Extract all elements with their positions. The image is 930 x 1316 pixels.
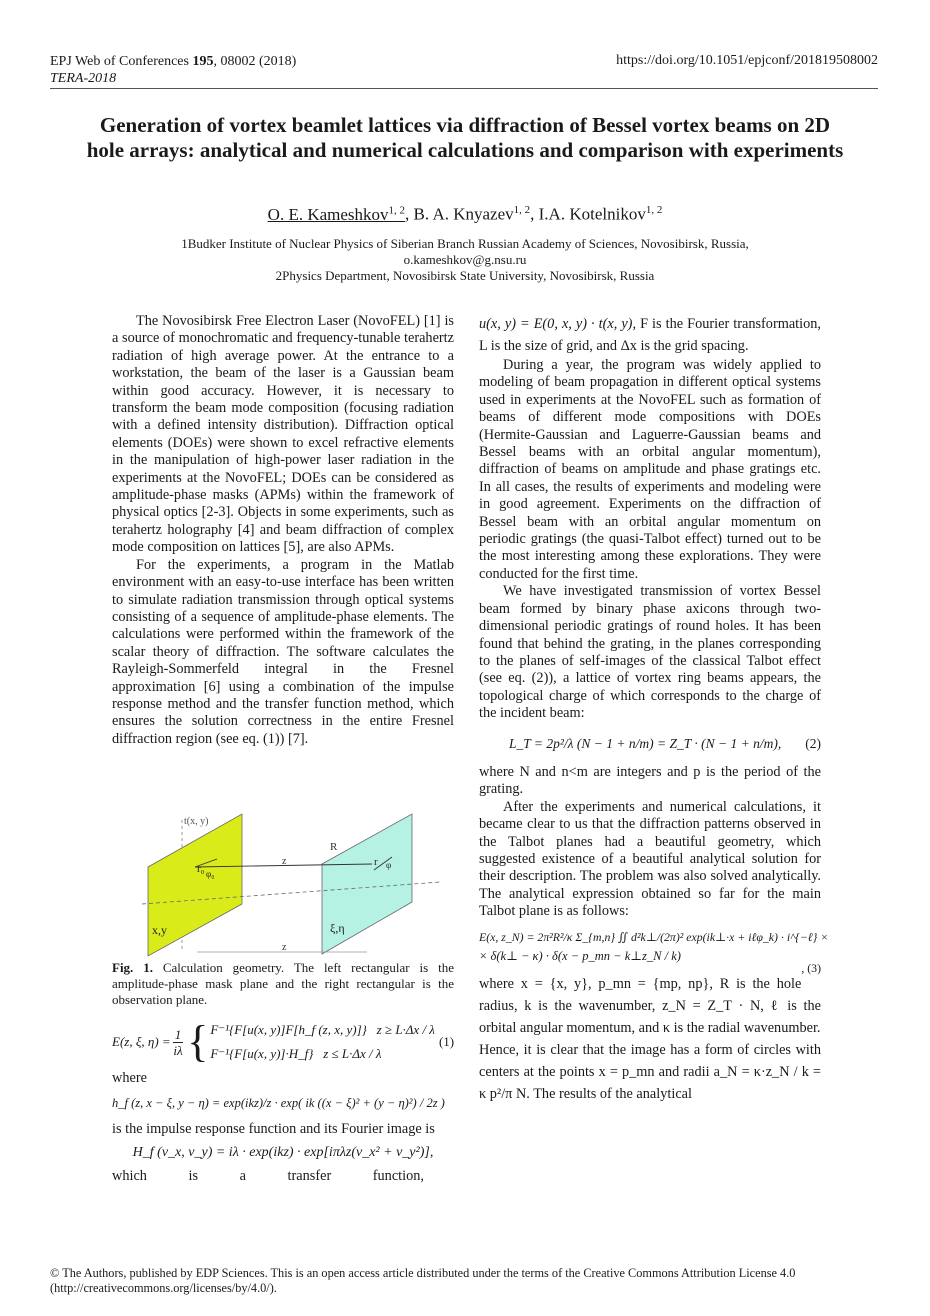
paragraph: After the experiments and numerical calculations, it became clear to us that the diffraction patterns observed in the Talbot planes had a beautiful geometry, which suggested existence of a beautiful analytical solution for their description. The problem was also solved analytically. The analytical expression obtained so far for the main Talbot plane is as follows:	[479, 798, 821, 920]
label-phi0: φ₀	[206, 869, 215, 879]
author-2: , B. A. Knyazev	[405, 204, 514, 224]
paragraph: For the experiments, a program in the Matlab environment with an easy-to-use interface has been written to simulate radiation transmission through optical systems consisting of a sequence of amplitude-phase elements. The calculations were performed within the framework of the scalar theory of diffraction. The software calculates the Rayleigh-Sommerfeld integral in the Fresnel approximation [6] using a combination of the impulse response method and the transfer function method, which ensures the solution correctness in the entire Fresnel diffraction region (see eq. (1)) [7].	[112, 556, 454, 747]
text-where: where	[112, 1070, 147, 1086]
paper-title: Generation of vortex beamlet lattices via diffraction of Bessel vortex beams on 2D hole arrays: analytical and numerical calculations and comparison with experiments	[86, 113, 844, 162]
label-R: R	[330, 841, 338, 853]
license-link[interactable]: (http://creativecommons.org/licenses/by/4.0/).	[50, 1281, 277, 1295]
label-z-top: z	[282, 856, 287, 867]
journal-ref: EPJ Web of Conferences 195, 08002 (2018)	[50, 54, 297, 69]
affiliation-1: 1Budker Institute of Nuclear Physics of Siberian Branch Russian Academy of Sciences, Novosibirsk, Russia,	[181, 236, 749, 251]
paragraph: Hence, it is clear that the image has a form of circles with centers at the points x = p_mn and radii a_N = κ·z_N / k = κ p²/π N. The results of the analytical	[479, 1042, 821, 1103]
figure-caption: Fig. 1. Calculation geometry. The left rectangular is the amplitude-phase mask plane and the right rectangular is the observation plane.	[112, 960, 454, 1007]
left-column-equations	[112, 1018, 454, 1185]
left-column	[112, 313, 454, 748]
license-footer: © The Authors, published by EDP Sciences. This is an open access article distributed under the terms of the Creative Commons Attribution License 4.0 (http://creativecommons.org/licenses/by/4.0/).	[50, 1266, 880, 1296]
affiliations	[100, 236, 830, 284]
label-r0: r₀	[197, 863, 205, 875]
paragraph: where x = {x, y}, p_mn = {mp, np}, R is the hole radius, k is the wavenumber, z_N = Z_T · N, ℓ is the orbital angular momentum, and κ is the radial wavenumber.	[479, 976, 821, 1037]
label-xy: x,y	[152, 923, 167, 937]
equation-2: L_T = 2p²/λ (N − 1 + n/m) = Z_T · (N − 1 + n/m), (2)	[509, 735, 821, 751]
paragraph: The Novosibirsk Free Electron Laser (NovoFEL) [1] is a source of monochromatic and frequency-tunable terahertz radiation of high average power. At the entrance to a workstation, the beam of the laser is a Gaussian beam within good accuracy. However, it is necessary to transform the beam mode composition (focusing radiation with a defined intensity distribution). Diffraction optical elements (DOEs) were shown to excel refractive elements in the manipulation of high-power laser radiation in the experiments at the NovoFEL; DOEs can be considered as amplitude-phase masks (APMs) within the framework of physical optics [2-3]. Objects in some experiments, such as terahertz holography [4] and beam diffraction of complex mode composition on lattices [5], are also APMs.	[112, 313, 454, 556]
equation-3: E(x, z_N) = 2π²R²/κ Σ_{m,n} ∬ d²k⊥/(2π)² exp(ik⊥·x + iℓφ_k) · i^{−ℓ} × , (3)	[479, 929, 829, 975]
paragraph: During a year, the program was widely applied to modeling of beam propagation in different optical systems used in experiments at the NovoFEL such as formation of beams of different mode compositions with DOEs (Hermite-Gaussian and Laguerre-Gaussian beams and Bessel beams with an orbital angular momentum), diffraction of beams on amplitude and phase gratings etc. In all cases, the results of experiments and modeling were in good agreement. Experiments on the diffraction of Bessel beam with an orbital angular momentum on periodic gratings (the quasi-Talbot effect) turned out to be the most interesting among these explorations. They were conducted for the first time.	[479, 357, 821, 582]
author-1: O. E. Kameshkov$^{1, 2}$	[267, 204, 406, 224]
author-3: , I.A. Kotelnikov	[530, 204, 646, 224]
doi-link[interactable]: https://doi.org/10.1051/epjconf/201819508002	[616, 53, 878, 68]
paragraph: u(x, y) = E(0, x, y) · t(x, y), F is the Fourier transformation, L is the size of grid, and Δx is the grid spacing.	[479, 316, 821, 354]
label-r: r	[374, 856, 378, 868]
label-xi-eta: ξ,η	[330, 921, 345, 935]
running-header	[50, 53, 296, 87]
affiliation-2: 2Physics Department, Novosibirsk State University, Novosibirsk, Russia	[275, 268, 655, 283]
equation-3-cont: × δ(k⊥ − κ) · δ(x − p_mn − k⊥z_N / k)	[479, 949, 681, 963]
label-t: t(x, y)	[184, 816, 209, 827]
paragraph: which is a transfer function,	[112, 1167, 424, 1184]
paragraph: We have investigated transmission of vortex Bessel beam formed by binary phase axicons through two-dimensional periodic gratings of round holes. It has been found that behind the grating, in the planes corresponding to the planes of self-images of the classical Talbot effect (see eq. (2)), a lattice of vortex ring beams appears, the topological charge of which corresponds to the charge of the incident beam:	[479, 583, 821, 722]
equation-Hf: H_f (ν_x, ν_y) = iλ · exp(ikz) · exp[iπλz(ν_x² + ν_y²)],	[132, 1145, 434, 1161]
author-email[interactable]: o.kameshkov@g.nsu.ru	[403, 252, 527, 267]
paragraph: where N and n<m are integers and p is the period of the grating.	[479, 763, 821, 798]
author-list: O. E. Kameshkov$^{1, 2}$, B. A. Knyazev$^{1, 2}$, I.A. Kotelnikov$^{1, 2}$	[267, 204, 663, 224]
right-column	[479, 313, 829, 1105]
paragraph: is the impulse response function and its Fourier image is	[112, 1120, 435, 1137]
figure-calculation-geometry	[142, 812, 440, 962]
label-z: z	[282, 942, 287, 953]
equation-hf: h_f (z, x − ξ, y − η) = exp(ikz)/z · exp( ik ((x − ξ)² + (y − η)²) / 2z )	[112, 1096, 445, 1111]
equation-1: E(z, ξ, η) = $\frac{1}{i\lambda}$ { F⁻¹{F[u(x, y)]F[h_f (z, x, y)]} z ≥ L·Δx / λ F⁻¹{F[u(x, y)]·H_f} z ≤ L·Δx / λ (1)	[112, 1017, 455, 1066]
header-rule	[50, 88, 878, 89]
label-phi: φ	[386, 860, 392, 870]
conference-name: TERA-2018	[50, 71, 117, 86]
